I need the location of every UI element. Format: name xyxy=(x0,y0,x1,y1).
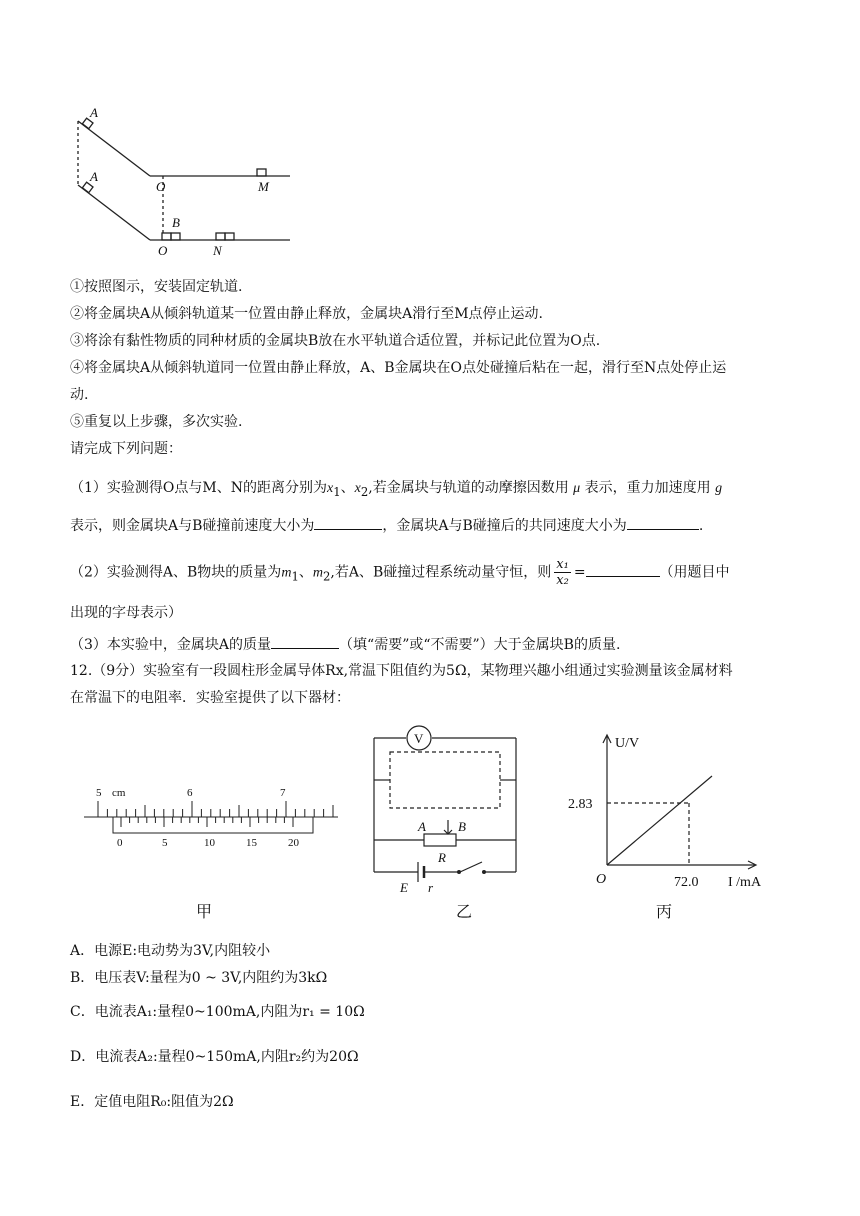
label-o-upper: O xyxy=(156,179,166,194)
answer-blank-2[interactable] xyxy=(627,515,699,530)
vernier-label-5: 5 xyxy=(162,837,168,849)
source-label-r: r xyxy=(428,880,434,895)
step-1: ①按照图示，安装固定轨道. xyxy=(70,279,243,295)
ui-graph xyxy=(560,730,780,895)
label-m: M xyxy=(258,179,269,194)
vernier-caliper xyxy=(80,780,345,855)
voltmeter-label: V xyxy=(414,731,424,746)
rheostat-label-b: B xyxy=(458,819,466,834)
circuit-diagram xyxy=(368,722,528,895)
main-label-6: 6 xyxy=(187,787,193,799)
label-o-lower: O xyxy=(158,243,168,258)
prompt: 请完成下列问题： xyxy=(70,441,182,457)
caption-yi: 乙 xyxy=(456,902,473,921)
step-4: ④将金属块A从倾斜轨道同一位置由静止释放，A、B金属块在O点处碰撞后粘在一起，滑行至N点处停止运 xyxy=(70,360,727,376)
origin-label: O xyxy=(596,872,607,887)
rheostat-label-a: A xyxy=(418,819,426,834)
option-d: D．电流表A₂:量程0~150mA,内阻r₂约为20Ω xyxy=(70,1049,359,1065)
q2-line1: （2）实验测得A、B物块的质量为$m_1$、$m_2$,若A、B碰撞过程系统动量守恒，则 $\frac{\text{x₁}}{\text{x₂}}$ = （用题目中 xyxy=(70,557,730,588)
q12-line2: 在常温下的电阻率．实验室提供了以下器材： xyxy=(70,690,350,706)
main-label-5: 5 xyxy=(96,787,102,799)
q1-line1: （1）实验测得O点与M、N的距离分别为$x_1$、$x_2$,若金属块与轨道的动摩擦因数用 μ 表示，重力加速度用 g xyxy=(70,480,723,499)
rheostat-label-r: R xyxy=(438,850,446,865)
x-axis-label: I /mA xyxy=(728,875,762,890)
caption-bing: 丙 xyxy=(656,902,673,921)
x-value-label: 72.0 xyxy=(674,875,699,890)
label-a-upper: A xyxy=(90,105,98,120)
step-2: ②将金属块A从倾斜轨道某一位置由静止释放，金属块A滑行至M点停止运动. xyxy=(70,306,544,322)
vernier-label-0: 0 xyxy=(117,837,123,849)
q12-line1: 12.（9分）实验室有一段圆柱形金属导体Rx,常温下阻值约为5Ω，某物理兴趣小组通过实验测量该金属材料 xyxy=(70,663,733,679)
source-label-e: E xyxy=(400,880,408,895)
ui-line xyxy=(607,776,712,865)
caption-jia: 甲 xyxy=(196,902,213,921)
y-value-label: 2.83 xyxy=(568,797,593,812)
option-a: A．电源E:电动势为3V,内阻较小 xyxy=(70,943,271,959)
main-label-cm: cm xyxy=(112,787,126,799)
answer-blank-3[interactable] xyxy=(586,562,660,577)
track-diagram xyxy=(70,105,310,265)
option-b: B．电压表V:量程为0 ~ 3V,内阻约为3kΩ xyxy=(70,970,328,986)
q2-line2: 出现的字母表示） xyxy=(70,605,182,621)
option-c: C．电流表A₁:量程0~100mA,内阻为r₁ = 10Ω xyxy=(70,1004,365,1020)
label-a-lower: A xyxy=(90,169,98,184)
vernier-label-10: 10 xyxy=(204,837,215,849)
y-axis-label: U/V xyxy=(615,736,640,751)
main-label-7: 7 xyxy=(280,787,286,799)
answer-blank-1[interactable] xyxy=(314,515,382,530)
q3-line: （3）本实验中，金属块A的质量 （填“需要”或“不需要”）大于金属块B的质量. xyxy=(70,634,620,655)
step-5: ⑤重复以上步骤，多次实验. xyxy=(70,414,243,430)
option-e: E．定值电阻R₀:阻值为2Ω xyxy=(70,1094,234,1110)
step-3: ③将涂有黏性物质的同种材质的金属块B放在水平轨道合适位置，并标记此位置为O点. xyxy=(70,333,601,349)
step-4-cont: 动. xyxy=(70,387,89,403)
q1-line2: 表示，则金属块A与B碰撞前速度大小为 ，金属块A与B碰撞后的共同速度大小为 . xyxy=(70,515,703,536)
vernier-label-20: 20 xyxy=(288,837,299,849)
vernier-label-15: 15 xyxy=(246,837,257,849)
label-b: B xyxy=(172,215,180,230)
answer-blank-4[interactable] xyxy=(271,634,339,649)
label-n: N xyxy=(213,243,222,258)
ratio-fraction: $\frac{\text{x₁}}{\text{x₂}}$ xyxy=(556,557,569,588)
